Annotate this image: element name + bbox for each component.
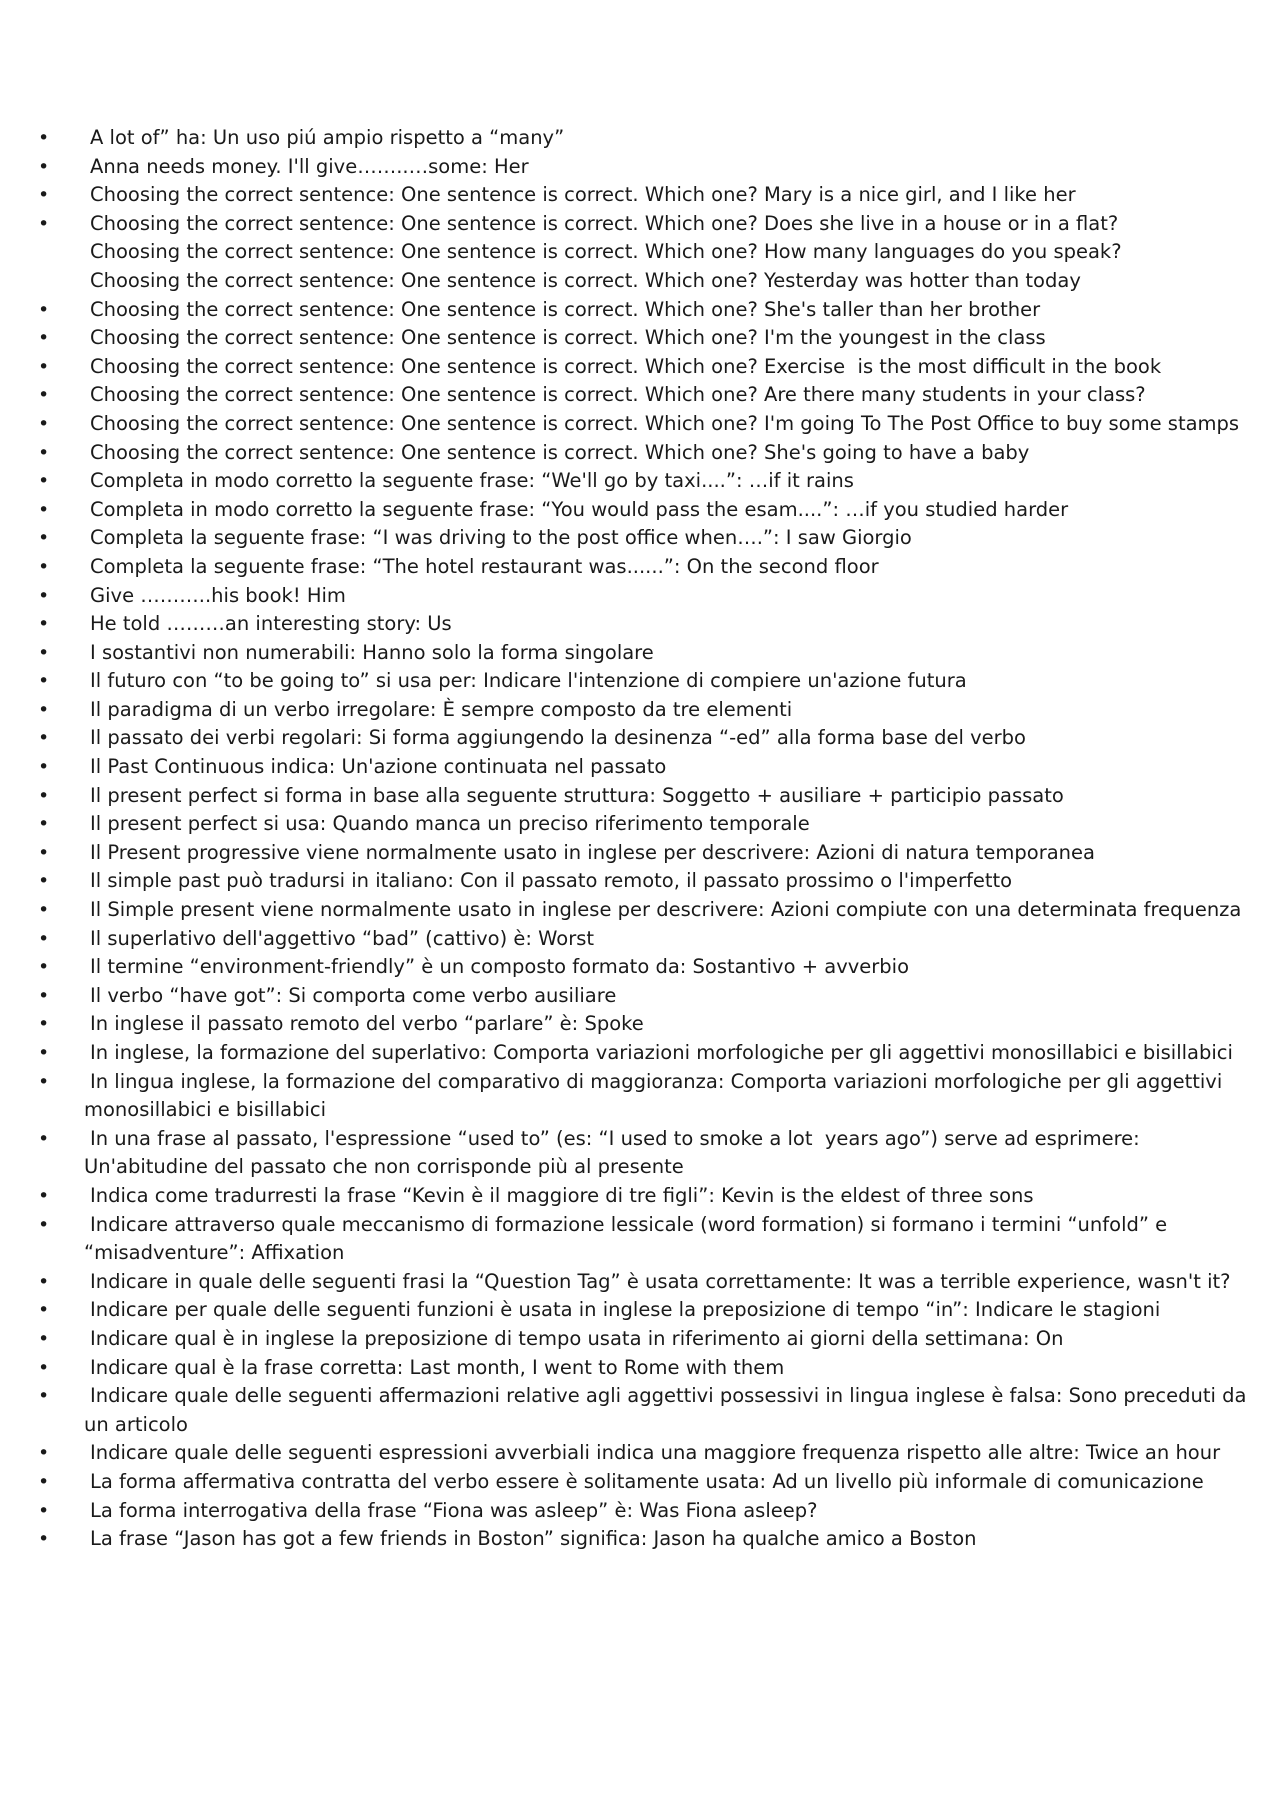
list-item — [0, 1525, 1280, 1554]
list-item — [0, 1068, 1280, 1125]
list-item — [0, 667, 1280, 696]
list-item-text: Il verbo “have got”: Si comporta come verbo ausiliare — [90, 983, 617, 1007]
list-item-text: Indica come tradurresti la frase “Kevin è il maggiore di tre figli”: Kevin is the eldest of three sons — [90, 1183, 1034, 1207]
list-item-text: Completa in modo corretto la seguente frase: “You would pass the esam....”: …if you studied harder — [90, 497, 1069, 521]
list-item — [0, 439, 1280, 468]
list-item-text: Il simple past può tradursi in italiano: Con il passato remoto, il passato prossimo o l'imperfetto — [90, 869, 1013, 893]
list-item — [0, 896, 1280, 925]
list-item — [0, 782, 1280, 811]
list-item-text: Il Present progressive viene normalmente usato in inglese per descrivere: Azioni di natura temporanea — [90, 840, 1095, 864]
list-item — [0, 410, 1280, 439]
bullet-icon: • — [38, 1013, 50, 1036]
bullet-icon: • — [38, 441, 50, 464]
bullet-icon: • — [38, 212, 50, 235]
bullet-icon: • — [38, 127, 50, 149]
list-item — [0, 982, 1280, 1011]
list-item — [0, 610, 1280, 639]
list-item — [0, 810, 1280, 839]
list-item — [0, 1039, 1280, 1068]
list-item — [0, 153, 1280, 182]
bullet-icon: • — [38, 641, 50, 664]
list-item-text: Il superlativo dell'aggettivo “bad” (cattivo) è: Worst — [90, 926, 595, 950]
bullet-icon: • — [38, 956, 50, 979]
bullet-icon: • — [38, 1499, 50, 1522]
bullet-icon: • — [38, 784, 50, 807]
bullet-icon: • — [38, 870, 50, 893]
list-item-text: La forma affermativa contratta del verbo essere è solitamente usata: Ad un livello più informale di comunicazione — [90, 1469, 1204, 1493]
list-item-text: Choosing the correct sentence: One sentence is correct. Which one? Are there many students in your class? — [90, 383, 1146, 407]
list-item-text: Il paradigma di un verbo irregolare: È sempre composto da tre elementi — [90, 697, 793, 721]
list-item — [0, 1125, 1280, 1182]
list-item-text: Il present perfect si usa: Quando manca un preciso riferimento temporale — [90, 812, 810, 836]
list-item-text: Choosing the correct sentence: One sentence is correct. Which one? Yesterday was hotter than today — [90, 268, 1081, 292]
bullet-icon: • — [38, 355, 50, 378]
bullet-icon: • — [38, 1070, 50, 1093]
bullet-icon: • — [38, 613, 50, 636]
list-item-text: Completa la seguente frase: “The hotel restaurant was......”: On the second floor — [90, 554, 879, 578]
list-item — [0, 124, 1280, 153]
list-item-text: Choosing the correct sentence: One sentence is correct. Which one? I'm the youngest in the class — [90, 326, 1046, 350]
bullet-icon: • — [38, 1042, 50, 1064]
bullet-icon: • — [38, 1270, 50, 1293]
list-item-text: Il futuro con “to be going to” si usa per: Indicare l'intenzione di compiere un'azione futura — [90, 669, 967, 693]
bullet-icon: • — [38, 1299, 50, 1322]
list-item-text: Il termine “environment-friendly” è un composto formato da: Sostantivo + avverbio — [90, 955, 910, 979]
bullet-icon: • — [38, 1385, 50, 1408]
list-item — [0, 467, 1280, 496]
list-item-text: Anna needs money. I'll give……..…some: Her — [90, 154, 529, 178]
list-item — [0, 524, 1280, 553]
list-item — [0, 553, 1280, 582]
list-item-text: Completa in modo corretto la seguente frase: “We'll go by taxi....”: …if it rains — [90, 469, 854, 493]
list-item-text: Choosing the correct sentence: One sentence is correct. Which one? She's taller than her brother — [90, 297, 1041, 321]
list-item — [0, 582, 1280, 611]
list-item-text: Il present perfect si forma in base alla seguente struttura: Soggetto + ausiliare + participio passato — [90, 783, 1064, 807]
list-item — [0, 696, 1280, 725]
bullet-icon: • — [38, 1470, 50, 1493]
list-item-text: In inglese il passato remoto del verbo “parlare” è: Spoke — [90, 1012, 644, 1036]
list-item — [0, 953, 1280, 982]
list-item — [0, 724, 1280, 753]
list-item-text: Il passato dei verbi regolari: Si forma aggiungendo la desinenza “-ed” alla forma base del verbo — [90, 726, 1026, 750]
bullet-icon: • — [38, 527, 50, 550]
bullet-icon: • — [38, 384, 50, 407]
list-item-text: Choosing the correct sentence: One sentence is correct. Which one? She's going to have a baby — [90, 440, 1030, 464]
bullet-icon: • — [38, 813, 50, 836]
list-item — [0, 1296, 1280, 1325]
list-item — [0, 1268, 1280, 1297]
bullet-icon: • — [38, 727, 50, 750]
bullet-icon: • — [38, 1184, 50, 1207]
bullet-icon: • — [38, 555, 50, 578]
list-item-text: Indicare attraverso quale meccanismo di formazione lessicale (word formation) si formano i termini “unfold” e “misadventure”: Affixation — [84, 1212, 1174, 1265]
list-item-text: A lot of” ha: Un uso piú ampio rispetto a “many” — [90, 126, 565, 149]
bullet-list — [0, 124, 1280, 1554]
bullet-icon: • — [38, 756, 50, 779]
list-item-text: I sostantivi non numerabili: Hanno solo la forma singolare — [90, 640, 654, 664]
list-item — [0, 324, 1280, 353]
list-item — [0, 1497, 1280, 1526]
bullet-icon: • — [38, 927, 50, 950]
list-item-text: In una frase al passato, l'espressione “used to” (es: “I used to smoke a lot years ago”) serve ad esprimere: Un'abitudine del passato che non corrisponde più al presente — [84, 1126, 1146, 1179]
bullet-icon: • — [38, 1213, 50, 1236]
bullet-icon: • — [38, 327, 50, 350]
list-item-text: He told ………an interesting story: Us — [90, 612, 452, 636]
list-item-text: La forma interrogativa della frase “Fiona was asleep” è: Was Fiona asleep? — [90, 1498, 818, 1522]
list-item — [0, 296, 1280, 325]
bullet-icon: • — [38, 698, 50, 721]
list-item-text: In lingua inglese, la formazione del comparativo di maggioranza: Comporta variazioni morfologiche per gli aggettivi monosillabici e bisillabici — [84, 1069, 1229, 1122]
bullet-icon: • — [38, 412, 50, 435]
bullet-icon: • — [38, 1528, 50, 1551]
list-item-text: Il Past Continuous indica: Un'azione continuata nel passato — [90, 755, 667, 779]
bullet-icon: • — [38, 584, 50, 607]
list-item-text: Indicare per quale delle seguenti funzioni è usata in inglese la preposizione di tempo “in”: Indicare le stagioni — [90, 1298, 1161, 1322]
list-item — [0, 1182, 1280, 1211]
list-item — [0, 1468, 1280, 1497]
list-item-text: In inglese, la formazione del superlativo: Comporta variazioni morfologiche per gli aggettivi monosillabici e bisillabici — [90, 1041, 1233, 1064]
bullet-icon: • — [38, 1327, 50, 1350]
list-item-text: Choosing the correct sentence: One sentence is correct. Which one? How many languages do you speak? — [90, 240, 1122, 264]
list-item-text: Completa la seguente frase: “I was driving to the post office when….”: I saw Giorgio — [90, 526, 912, 550]
bullet-icon: • — [38, 298, 50, 321]
list-item — [0, 238, 1280, 267]
bullet-icon: • — [38, 155, 50, 178]
bullet-icon: • — [38, 670, 50, 693]
bullet-icon: • — [38, 1442, 50, 1465]
bullet-icon: • — [38, 1127, 50, 1150]
list-item — [0, 925, 1280, 954]
bullet-icon: • — [38, 184, 50, 207]
list-item — [0, 1325, 1280, 1354]
list-item — [0, 1211, 1280, 1268]
list-item — [0, 839, 1280, 868]
list-item-text: Indicare qual è la frase corretta: Last month, I went to Rome with them — [90, 1355, 785, 1379]
list-item-text: Indicare qual è in inglese la preposizione di tempo usata in riferimento ai giorni della settimana: On — [90, 1326, 1064, 1350]
list-item — [0, 1382, 1280, 1439]
list-item-text: Il Simple present viene normalmente usato in inglese per descrivere: Azioni compiute con una determinata frequenza — [90, 898, 1242, 922]
bullet-icon: • — [38, 841, 50, 864]
list-item — [0, 210, 1280, 239]
list-item — [0, 1010, 1280, 1039]
list-item — [0, 181, 1280, 210]
list-item — [0, 381, 1280, 410]
list-item-text: Choosing the correct sentence: One sentence is correct. Which one? Mary is a nice girl, and I like her — [90, 183, 1076, 207]
bullet-icon: • — [38, 984, 50, 1007]
list-item-text: La frase “Jason has got a few friends in Boston” significa: Jason ha qualche amico a Boston — [90, 1527, 977, 1551]
list-item — [0, 639, 1280, 668]
list-item-text: Indicare in quale delle seguenti frasi la “Question Tag” è usata correttamente: It was a terrible experience, wasn't it? — [90, 1269, 1231, 1293]
bullet-icon: • — [38, 498, 50, 521]
bullet-icon: • — [38, 1356, 50, 1379]
list-item-text: Choosing the correct sentence: One sentence is correct. Which one? Exercise is the most difficult in the book — [90, 354, 1162, 378]
list-item-text: Give ………..his book! Him — [90, 583, 346, 607]
list-item-text: Choosing the correct sentence: One sentence is correct. Which one? Does she live in a house or in a flat? — [90, 211, 1119, 235]
list-item — [0, 753, 1280, 782]
bullet-icon: • — [38, 470, 50, 493]
list-item — [0, 496, 1280, 525]
list-item — [0, 353, 1280, 382]
list-item — [0, 1354, 1280, 1383]
bullet-icon: • — [38, 899, 50, 922]
list-item — [0, 1439, 1280, 1468]
list-item-text: Indicare quale delle seguenti espressioni avverbiali indica una maggiore frequenza rispetto alle altre: Twice an hour — [90, 1441, 1221, 1465]
list-item — [0, 267, 1280, 296]
list-item-text: Choosing the correct sentence: One sentence is correct. Which one? I'm going To The Post Office to buy some stamps — [90, 411, 1240, 435]
list-item-text: Indicare quale delle seguenti affermazioni relative agli aggettivi possessivi in lingua inglese è falsa: Sono preceduti da un articolo — [84, 1384, 1253, 1436]
list-item — [0, 867, 1280, 896]
